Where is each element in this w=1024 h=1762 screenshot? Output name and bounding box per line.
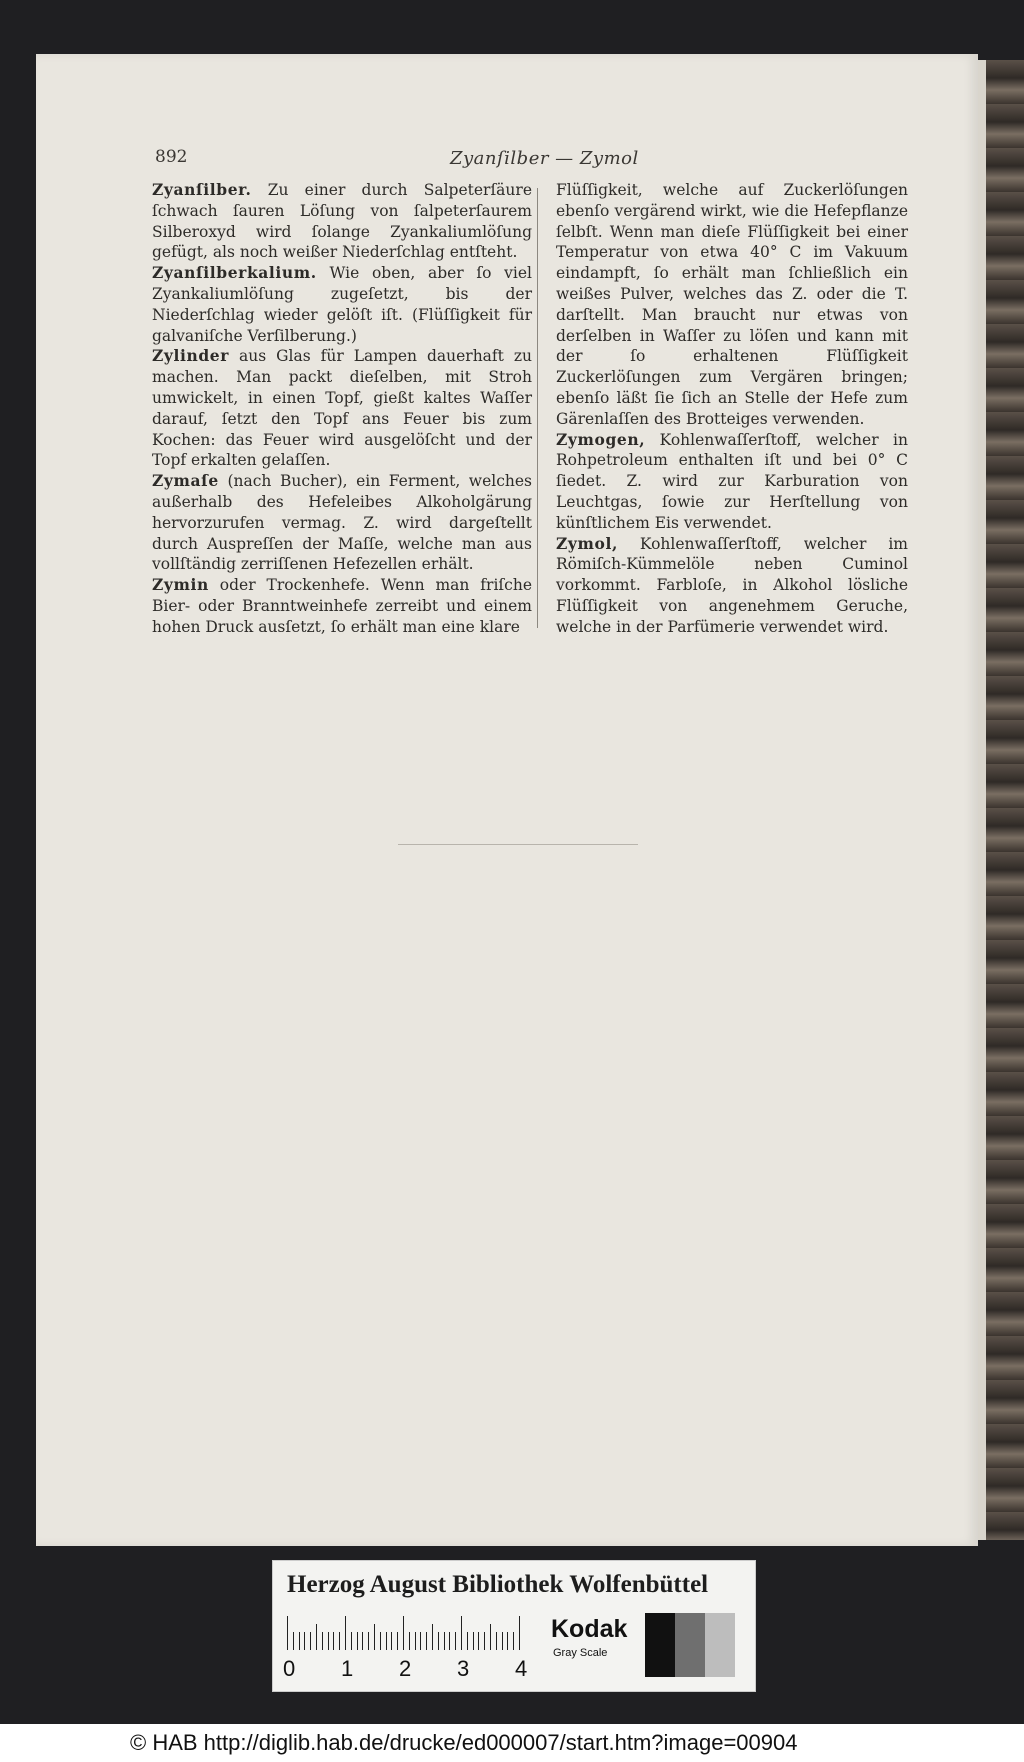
gray-scale-label: Gray Scale bbox=[553, 1647, 608, 1659]
entry-zyansilberkalium bbox=[152, 263, 532, 346]
entry-text: Kohlenwaſſerſtoff, welcher in Rohpetroleum enthalten iſt und bei 0° C ſiedet. Z. wird zur Karburation von Leuchtgas, ſowie zur Herſtellung von künſtlichem Eis verwendet. bbox=[556, 430, 908, 532]
entry-text: Flüſſigkeit, welche auf Zuckerlöſungen ebenſo vergärend wirkt, wie die Hefepflanze ſelbſt. Wenn man dieſe Flüſſigkeit bei einer Temperatur von etwa 40° C im Vakuum eindampft, ſo erhält man ſchließlich ein weißes Pulver, welches das Z. oder die T. darſtellt. Man braucht nur etwas von derſelben in Waſſer zu löſen und kann mit der ſo erhaltenen Flüſſigkeit Zuckerlöſungen zum Vergären bringen; ebenſo läßt ſie ſich an Stelle der Hefe zum Gärenlaſſen des Brotteiges verwenden. bbox=[556, 181, 908, 428]
ruler-tick bbox=[473, 1632, 474, 1650]
ruler-tick bbox=[333, 1632, 334, 1650]
ruler-tick bbox=[461, 1616, 462, 1650]
ruler-tick bbox=[432, 1624, 433, 1650]
ruler-tick bbox=[386, 1632, 387, 1650]
entry-text: aus Glas für Lampen dauerhaft zu machen. Man packt dieſelben, mit Stroh umwickelt, in einen Topf, gießt kaltes Waſſer darauf, ſetzt den Topf ans Feuer bis zum Kochen: das Feuer wird ausgelöſcht und der Topf erkalten gelaſſen. bbox=[152, 347, 532, 470]
ruler-tick bbox=[467, 1632, 468, 1650]
page-number: 892 bbox=[155, 147, 188, 167]
ruler-tick bbox=[322, 1632, 323, 1650]
ruler-tick bbox=[444, 1632, 445, 1650]
library-color-card bbox=[272, 1560, 756, 1692]
entry-text: (nach Bucher), ein Ferment, welches außerhalb des Hefeleibes Alkoholgärung hervorzurufen vermag. Z. wird dargeſtellt durch Auspreſſen der Maſſe, welche man aus vollſtändig zerriſſenen Hefezellen erhält. bbox=[152, 472, 532, 574]
entry-zymin-continued bbox=[556, 180, 908, 430]
ruler-tick bbox=[304, 1632, 305, 1650]
ruler-tick bbox=[339, 1632, 340, 1650]
ruler-tick bbox=[328, 1632, 329, 1650]
entry-keyword: Zymin bbox=[152, 575, 209, 595]
ruler bbox=[287, 1616, 523, 1650]
gray-swatch bbox=[675, 1613, 705, 1677]
ruler-tick bbox=[368, 1632, 369, 1650]
left-column bbox=[152, 180, 532, 638]
kodak-logo: Kodak bbox=[551, 1615, 628, 1643]
end-rule bbox=[398, 844, 638, 845]
ruler-tick bbox=[391, 1632, 392, 1650]
entry-zylinder bbox=[152, 346, 532, 471]
ruler-tick bbox=[316, 1624, 317, 1650]
ruler-tick bbox=[380, 1632, 381, 1650]
right-column bbox=[556, 180, 908, 638]
ruler-tick bbox=[374, 1624, 375, 1650]
entry-keyword: Zyanſilberkalium. bbox=[152, 263, 317, 283]
ruler-tick bbox=[299, 1632, 300, 1650]
ruler-tick bbox=[455, 1632, 456, 1650]
entry-keyword: Zymol, bbox=[556, 533, 618, 553]
entry-zymogen bbox=[556, 430, 908, 534]
entry-text: Wie oben, aber ſo viel Zyankaliumlöſung zugeſetzt, bis der Niederſchlag wieder gelöſt iſt. (Flüſſigkeit für galvaniſche Verſilberung.) bbox=[152, 264, 532, 345]
ruler-number: 1 bbox=[341, 1656, 354, 1681]
ruler-tick bbox=[345, 1616, 346, 1650]
entry-text: oder Trockenhefe. Wenn man friſche Bier- oder Branntweinhefe zerreibt und einem hohen Druck ausſetzt, ſo erhält man eine klare bbox=[152, 576, 532, 636]
ruler-tick bbox=[397, 1632, 398, 1650]
ruler-tick bbox=[403, 1616, 404, 1650]
ruler-tick bbox=[513, 1632, 514, 1650]
ruler-tick bbox=[519, 1616, 520, 1650]
ruler-tick bbox=[502, 1632, 503, 1650]
entry-text: Kohlenwaſſerſtoff, welcher im Römiſch-Kümmelöle neben Cuminol vorkommt. Farbloſe, in Alkohol lösliche Flüſſigkeit von angenehmem Geruche, welche in der Parfümerie verwendet wird. bbox=[556, 534, 908, 636]
ruler-tick bbox=[490, 1624, 491, 1650]
ruler-number: 2 bbox=[399, 1656, 412, 1681]
ruler-tick bbox=[478, 1632, 479, 1650]
ruler-number: 0 bbox=[283, 1656, 296, 1681]
ruler-tick bbox=[449, 1632, 450, 1650]
ruler-tick bbox=[438, 1632, 439, 1650]
ruler-tick bbox=[426, 1632, 427, 1650]
entry-zymol bbox=[556, 534, 908, 638]
light-gray-swatch bbox=[705, 1613, 735, 1677]
library-name: Herzog August Bibliothek Wolfenbüttel bbox=[287, 1571, 709, 1598]
entry-text: Zu einer durch Salpeterſäure ſchwach ſauren Löſung von ſalpeterſaurem Silberoxyd wird ſolange Zyankaliumlöſung gefügt, als noch weißer Niederſchlag entſteht. bbox=[152, 181, 532, 262]
running-head: Zyanſilber — Zymol bbox=[450, 148, 639, 169]
decorated-page-edge bbox=[980, 60, 1024, 1540]
book-edge bbox=[974, 60, 1024, 1540]
entry-keyword: Zymaſe bbox=[152, 471, 219, 491]
entry-zyansilber bbox=[152, 180, 532, 263]
entry-keyword: Zylinder bbox=[152, 346, 230, 366]
ruler-tick bbox=[496, 1632, 497, 1650]
copyright-url: © HAB http://diglib.hab.de/drucke/ed000007/start.htm?image=00904 bbox=[130, 1730, 798, 1755]
entry-zymin bbox=[152, 575, 532, 637]
entry-keyword: Zyanſilber. bbox=[152, 180, 252, 199]
ruler-tick bbox=[484, 1632, 485, 1650]
ruler-tick bbox=[420, 1632, 421, 1650]
ruler-number: 4 bbox=[515, 1656, 528, 1681]
ruler-tick bbox=[310, 1632, 311, 1650]
column-divider bbox=[537, 188, 538, 628]
ruler-number: 3 bbox=[457, 1656, 470, 1681]
ruler-tick bbox=[357, 1632, 358, 1650]
footer-bar bbox=[0, 1724, 1024, 1762]
black-swatch bbox=[645, 1613, 675, 1677]
ruler-tick bbox=[287, 1616, 288, 1650]
ruler-tick bbox=[415, 1632, 416, 1650]
ruler-tick bbox=[409, 1632, 410, 1650]
entry-keyword: Zymogen, bbox=[556, 429, 646, 449]
ruler-numbers bbox=[283, 1656, 543, 1682]
entry-zymase bbox=[152, 471, 532, 575]
ruler-tick bbox=[293, 1632, 294, 1650]
ruler-tick bbox=[507, 1632, 508, 1650]
ruler-tick bbox=[362, 1632, 363, 1650]
ruler-tick bbox=[351, 1632, 352, 1650]
